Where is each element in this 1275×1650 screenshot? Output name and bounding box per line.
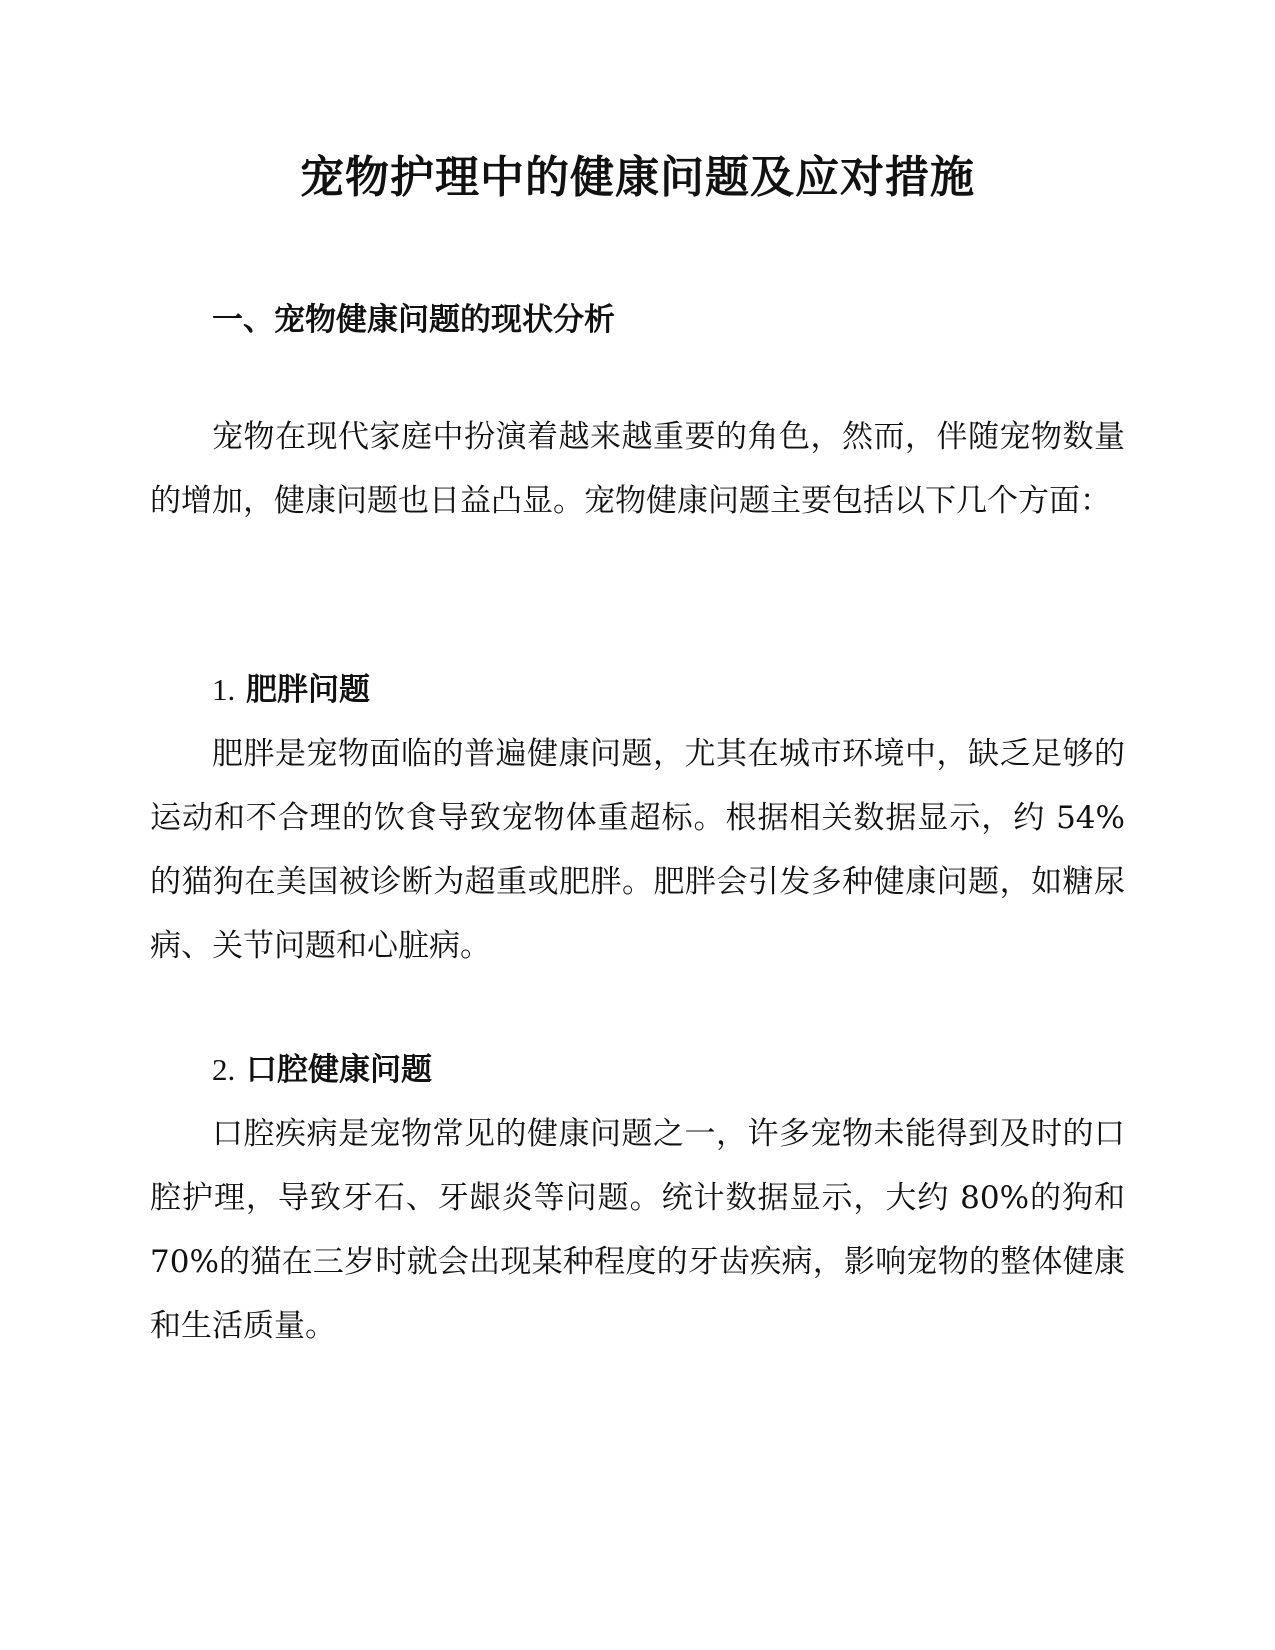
subsection-number: 2. [212,1052,236,1087]
subsection-title: 肥胖问题 [246,672,371,708]
subsection-title: 口腔健康问题 [246,1052,433,1088]
section-heading: 一、宠物健康问题的现状分析 [212,302,615,338]
subsection-heading-obesity [212,668,370,712]
subsection-heading-oral-health [212,1048,432,1092]
document-title: 宠物护理中的健康问题及应对措施 [300,152,975,203]
obesity-paragraph: 肥胖是宠物面临的普遍健康问题，尤其在城市环境中，缺乏足够的运动和不合理的饮食导致宠物体重超标。根据相关数据显示，约 54%的猫狗在美国被诊断为超重或肥胖。肥胖会引发多种健康问题，如糖尿病、关节问题和心脏病。 [150,736,1125,964]
intro-paragraph: 宠物在现代家庭中扮演着越来越重要的角色，然而，伴随宠物数量的增加，健康问题也日益凸显。宠物健康问题主要包括以下几个方面： [150,419,1125,519]
oral-health-paragraph: 口腔疾病是宠物常见的健康问题之一，许多宠物未能得到及时的口腔护理，导致牙石、牙龈炎等问题。统计数据显示，大约 80%的狗和 70%的猫在三岁时就会出现某种程度的牙齿疾病，影响宠物的整体健康和生活质量。 [150,1116,1125,1344]
subsection-number: 1. [212,672,236,707]
